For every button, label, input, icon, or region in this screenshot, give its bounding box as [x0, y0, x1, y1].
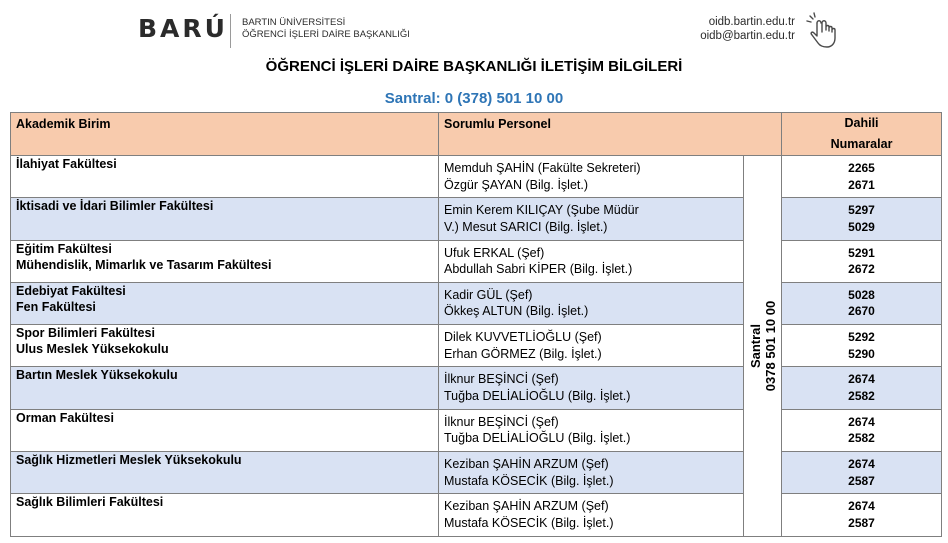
extension-number: 2582	[848, 388, 875, 403]
extension-number: 2671	[848, 177, 875, 192]
contact-info	[700, 15, 795, 43]
staff-cell	[439, 325, 744, 367]
table-row	[11, 494, 942, 536]
extension-number: 2265	[848, 161, 875, 175]
extension-number: 2674	[848, 372, 875, 387]
staff-name: İlknur BEŞİNCİ (Şef)	[444, 414, 559, 429]
university-name: BARTIN ÜNİVERSİTESİ	[242, 17, 346, 28]
staff-name: Tuğba DELİALİOĞLU (Bilg. İşlet.)	[444, 388, 631, 403]
staff-cell	[439, 367, 744, 409]
extension-number: 2587	[848, 473, 875, 488]
staff-name: Ökkeş ALTUN (Bilg. İşlet.)	[444, 304, 589, 319]
extension-number: 2674	[848, 499, 875, 514]
letterhead	[0, 0, 948, 52]
contact-directory-table	[10, 112, 942, 537]
staff-name: Mustafa KÖSECİK (Bilg. İşlet.)	[444, 515, 614, 530]
unit-cell	[11, 494, 439, 536]
unit-cell	[11, 409, 439, 451]
extension-number: 2674	[848, 457, 875, 472]
department-name: ÖĞRENCİ İŞLERİ DAİRE BAŞKANLIĞI	[242, 29, 410, 40]
table-row	[11, 198, 942, 240]
staff-name: Abdullah Sabri KİPER (Bilg. İşlet.)	[444, 262, 633, 277]
table-header-row	[11, 113, 942, 156]
unit-cell	[11, 240, 439, 282]
switchboard-number: Santral: 0 (378) 501 10 00	[384, 90, 564, 107]
extension-number: 5290	[848, 346, 875, 361]
staff-cell	[439, 198, 744, 240]
unit-name: Edebiyat Fakültesi	[16, 283, 126, 298]
table-row	[11, 240, 942, 282]
unit-cell	[11, 282, 439, 324]
document-title: ÖĞRENCİ İŞLERİ DAİRE BAŞKANLIĞI İLETİŞİM BİLGİLERİ	[265, 58, 683, 75]
extension-number: 2672	[848, 262, 875, 277]
unit-name: Sağlık Bilimleri Fakültesi	[16, 495, 164, 510]
staff-name: Özgür ŞAYAN (Bilg. İşlet.)	[444, 177, 589, 192]
unit-cell	[11, 325, 439, 367]
unit-name	[242, 17, 410, 41]
unit-cell	[11, 156, 439, 198]
extension-cell	[782, 409, 942, 451]
table-row	[11, 367, 942, 409]
extension-number: 5028	[848, 287, 875, 302]
extension-cell	[782, 452, 942, 494]
extension-number: 2582	[848, 431, 875, 446]
staff-name: Erhan GÖRMEZ (Bilg. İşlet.)	[444, 346, 602, 361]
extension-cell	[782, 240, 942, 282]
table-row	[11, 325, 942, 367]
extension-number: 2674	[848, 414, 875, 429]
unit-name: Orman Fakültesi	[16, 410, 114, 425]
staff-name: Tuğba DELİALİOĞLU (Bilg. İşlet.)	[444, 431, 631, 446]
unit-cell	[11, 452, 439, 494]
staff-name: Keziban ŞAHİN ARZUM (Şef)	[444, 457, 609, 472]
staff-name: Dilek KUVVETLİOĞLU (Şef)	[444, 330, 602, 345]
extension-cell	[782, 367, 942, 409]
baru-logo: BARÚ	[138, 14, 228, 43]
unit-name: Spor Bilimleri Fakültesi	[16, 326, 155, 341]
extension-cell	[782, 198, 942, 240]
staff-name: Memduh ŞAHİN (Fakülte Sekreteri)	[444, 161, 641, 175]
email-link[interactable]: oidb@bartin.edu.tr	[700, 30, 795, 42]
unit-name: Fen Fakültesi	[16, 299, 96, 314]
table-row	[11, 282, 942, 324]
santral-vertical-text	[748, 301, 778, 391]
extension-number: 2587	[848, 515, 875, 530]
staff-name: Mustafa KÖSECİK (Bilg. İşlet.)	[444, 473, 614, 488]
unit-name: Sağlık Hizmetleri Meslek Yüksekokulu	[16, 453, 242, 468]
unit-name: Eğitim Fakültesi	[16, 241, 112, 256]
logo-divider	[230, 14, 231, 48]
unit-cell	[11, 198, 439, 240]
table-row	[11, 409, 942, 451]
table-row	[11, 156, 942, 198]
extension-number: 5297	[848, 203, 875, 218]
staff-cell	[439, 240, 744, 282]
santral-vertical-cell	[744, 156, 782, 537]
extension-number: 5291	[848, 245, 875, 260]
santral-vertical-line: Santral	[747, 323, 763, 368]
extension-cell	[782, 156, 942, 198]
unit-cell	[11, 367, 439, 409]
staff-name: V.) Mesut SARICI (Bilg. İşlet.)	[444, 219, 608, 234]
santral-vertical-line: 0378 501 10 00	[762, 300, 778, 392]
extension-number: 2670	[848, 304, 875, 319]
extension-cell	[782, 494, 942, 536]
staff-name: Emin Kerem KILIÇAY (Şube Müdür	[444, 203, 639, 218]
table-row	[11, 452, 942, 494]
unit-name: İlahiyat Fakültesi	[16, 157, 117, 171]
extension-number: 5292	[848, 330, 875, 345]
header-ext-line-1: Dahili	[844, 116, 879, 130]
extension-cell	[782, 282, 942, 324]
table-body	[11, 156, 942, 537]
extension-number: 5029	[848, 219, 875, 234]
staff-cell	[439, 452, 744, 494]
header-ext-line-2: Numaralar	[830, 137, 893, 151]
header-extensions	[782, 113, 942, 156]
unit-name: İktisadi ve İdari Bilimler Fakültesi	[16, 199, 214, 214]
extension-cell	[782, 325, 942, 367]
header-staff: Sorumlu Personel	[439, 113, 782, 156]
staff-cell	[439, 156, 744, 198]
staff-name: Keziban ŞAHİN ARZUM (Şef)	[444, 499, 609, 514]
staff-name: Kadir GÜL (Şef)	[444, 287, 533, 302]
staff-cell	[439, 494, 744, 536]
header-unit: Akademik Birim	[11, 113, 439, 156]
staff-cell	[439, 282, 744, 324]
website-link[interactable]: oidb.bartin.edu.tr	[708, 16, 795, 28]
staff-name: Ufuk ERKAL (Şef)	[444, 245, 545, 260]
staff-name: İlknur BEŞİNCİ (Şef)	[444, 372, 559, 387]
staff-cell	[439, 409, 744, 451]
unit-name: Bartın Meslek Yüksekokulu	[16, 368, 178, 383]
hand-tap-icon	[804, 10, 838, 50]
unit-name: Ulus Meslek Yüksekokulu	[16, 342, 169, 357]
unit-name: Mühendislik, Mimarlık ve Tasarım Fakültesi	[16, 257, 272, 272]
